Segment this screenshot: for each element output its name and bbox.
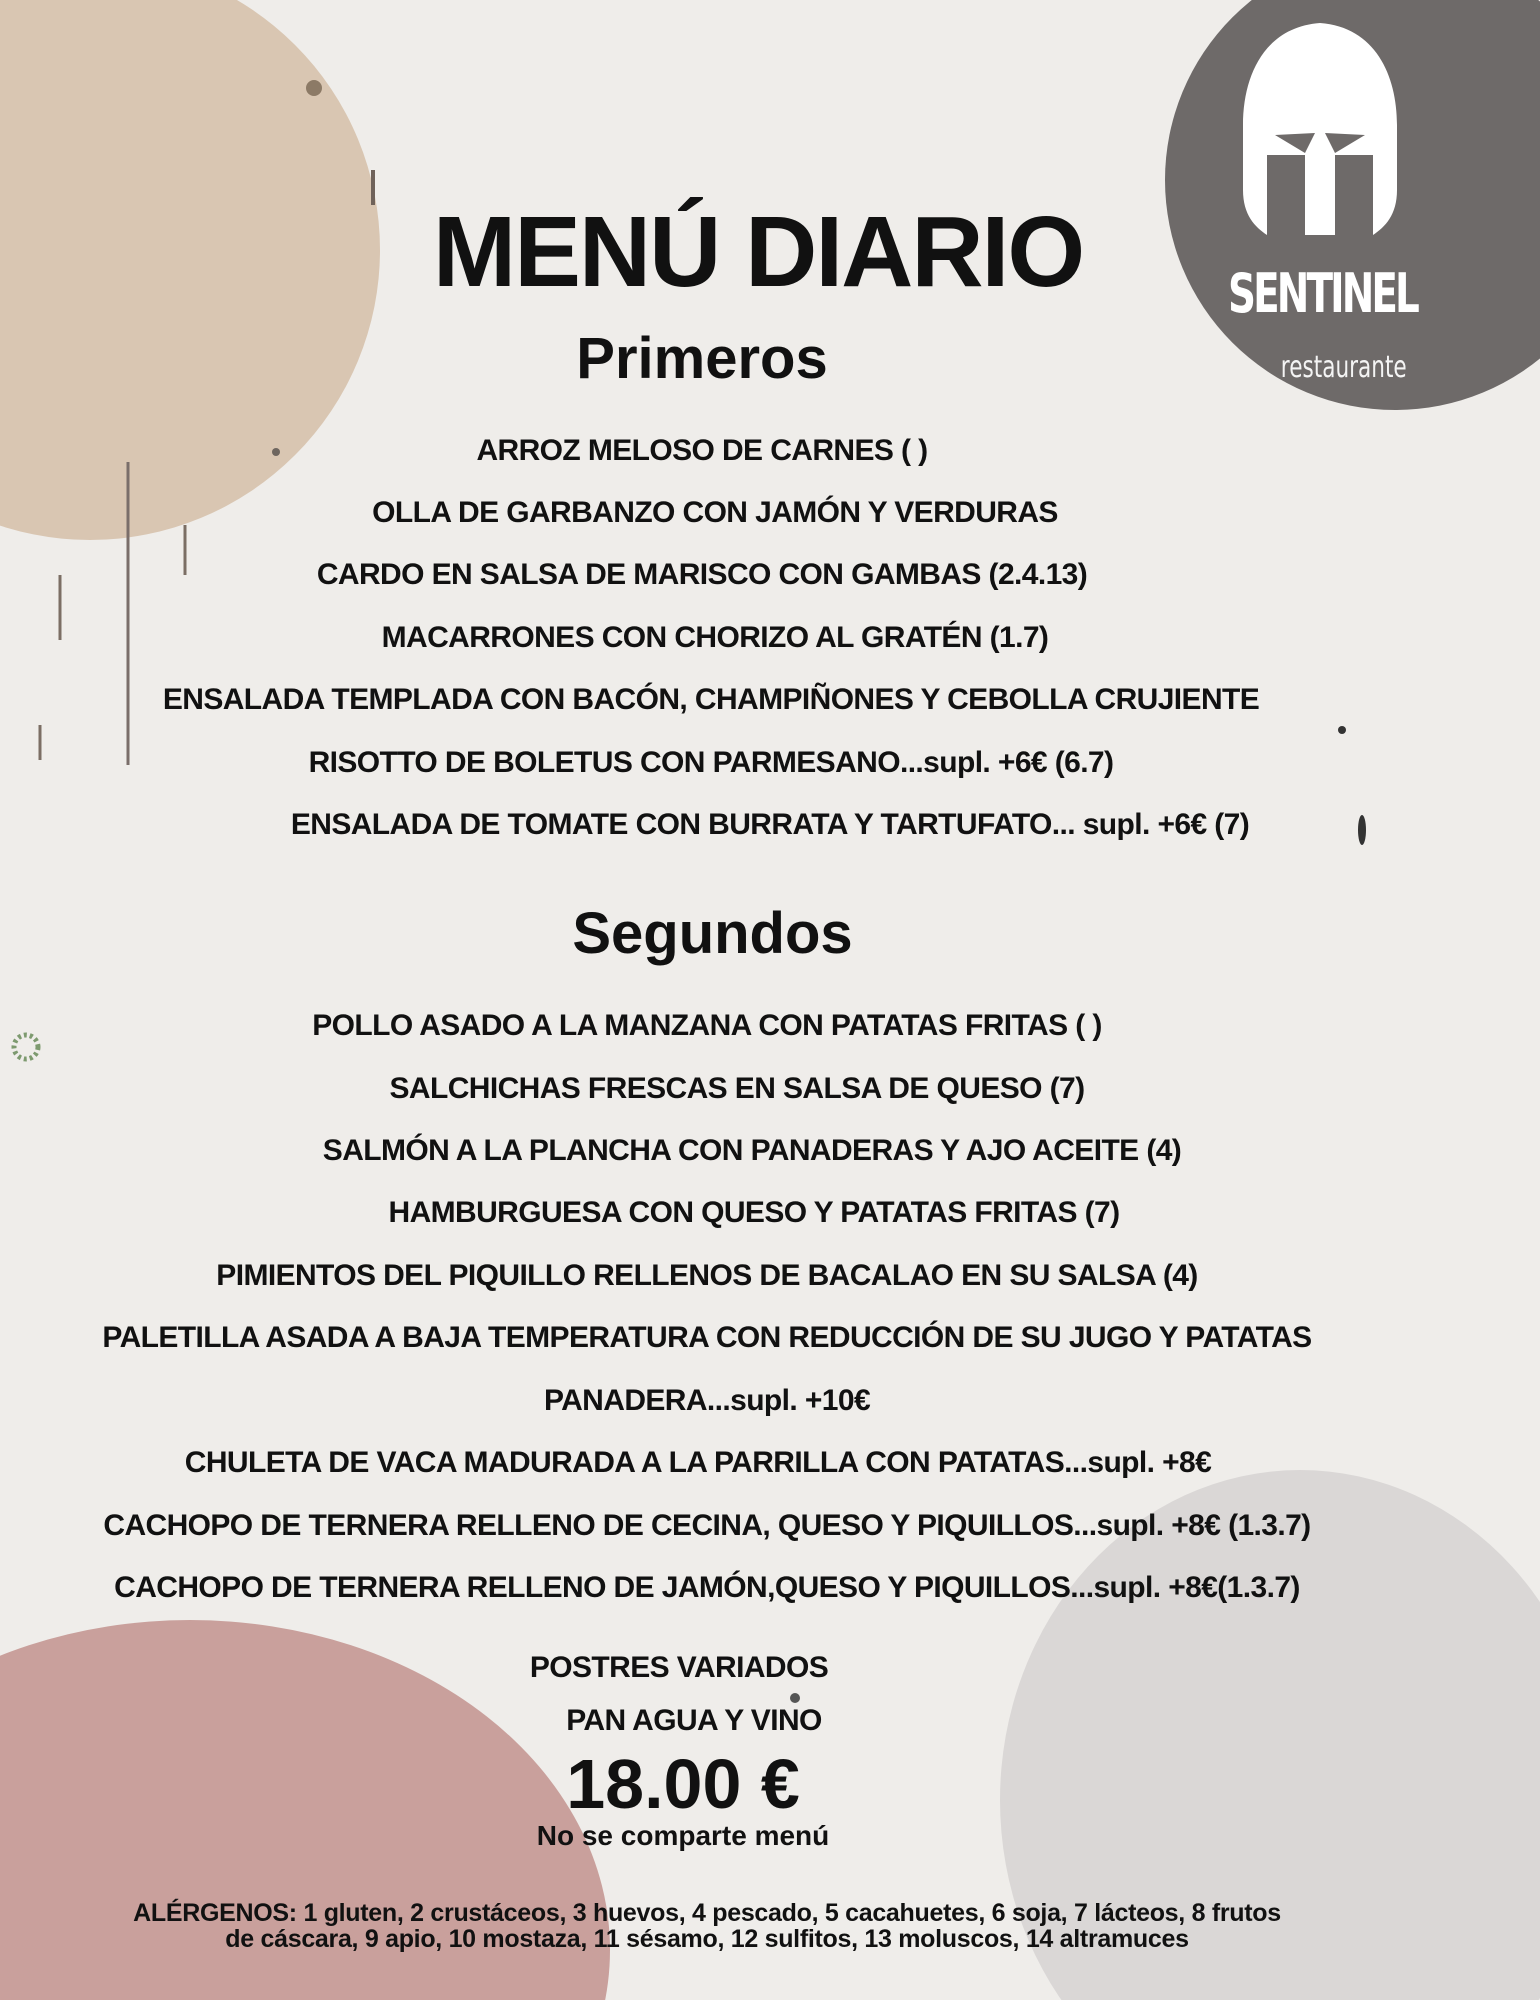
primeros-item: ENSALADA DE TOMATE CON BURRATA Y TARTUFATO... supl. +6€ (7) <box>290 808 1250 841</box>
segundos-item: SALCHICHAS FRESCAS EN SALSA DE QUESO (7) <box>389 1072 1085 1105</box>
postres-line: POSTRES VARIADOS <box>529 1651 829 1684</box>
segundos-item: CACHOPO DE TERNERA RELLENO DE CECINA, QUESO Y PIQUILLOS...supl. +8€ (1.3.7) <box>103 1509 1311 1542</box>
pan-agua-vino-line: PAN AGUA Y VINO <box>566 1704 822 1737</box>
primeros-item: MACARRONES CON CHORIZO AL GRATÉN (1.7) <box>381 621 1049 654</box>
primeros-item: RISOTTO DE BOLETUS CON PARMESANO...supl. +6€ (6.7) <box>308 746 1114 779</box>
segundos-item: PANADERA...supl. +10€ <box>543 1384 871 1417</box>
segundos-item: PALETILLA ASADA A BAJA TEMPERATURA CON REDUCCIÓN DE SU JUGO Y PATATAS <box>102 1321 1312 1354</box>
segundos-item: HAMBURGUESA CON QUESO Y PATATAS FRITAS (7) <box>388 1196 1120 1229</box>
primeros-item: OLLA DE GARBANZO CON JAMÓN Y VERDURAS <box>372 496 1058 529</box>
section-title-primeros: Primeros <box>576 326 828 391</box>
section-title-segundos: Segundos <box>572 901 853 966</box>
segundos-item: SALMÓN A LA PLANCHA CON PANADERAS Y AJO ACEITE (4) <box>322 1134 1182 1167</box>
primeros-item: ENSALADA TEMPLADA CON BACÓN, CHAMPIÑONES Y CEBOLLA CRUJIENTE <box>162 683 1260 716</box>
logo-subtitle: restaurante <box>1280 350 1407 385</box>
primeros-item: ARROZ MELOSO DE CARNES ( ) <box>476 434 928 467</box>
no-share-note: No se comparte menú <box>536 1820 830 1851</box>
allergens-line-1: ALÉRGENOS: 1 gluten, 2 crustáceos, 3 huevos, 4 pescado, 5 cacahuetes, 6 soja, 7 lácteos, 8 frutos <box>133 1899 1281 1927</box>
allergens-legend <box>20 1900 1394 1952</box>
menu-price: 18.00 € <box>566 1745 800 1823</box>
segundos-item: POLLO ASADO A LA MANZANA CON PATATAS FRITAS ( ) <box>312 1009 1102 1042</box>
page-title: MENÚ DIARIO <box>432 196 1084 308</box>
allergens-line-2: de cáscara, 9 apio, 10 mostaza, 11 sésamo, 12 sulfitos, 13 moluscos, 14 altramuces <box>225 1925 1189 1953</box>
segundos-item: CACHOPO DE TERNERA RELLENO DE JAMÓN,QUESO Y PIQUILLOS...supl. +8€(1.3.7) <box>114 1571 1300 1604</box>
primeros-item: CARDO EN SALSA DE MARISCO CON GAMBAS (2.4.13) <box>316 558 1088 591</box>
segundos-item: CHULETA DE VACA MADURADA A LA PARRILLA CON PATATAS...supl. +8€ <box>184 1446 1212 1479</box>
segundos-item: PIMIENTOS DEL PIQUILLO RELLENOS DE BACALAO EN SU SALSA (4) <box>216 1259 1198 1292</box>
logo-name: SENTINEL <box>1228 262 1417 325</box>
